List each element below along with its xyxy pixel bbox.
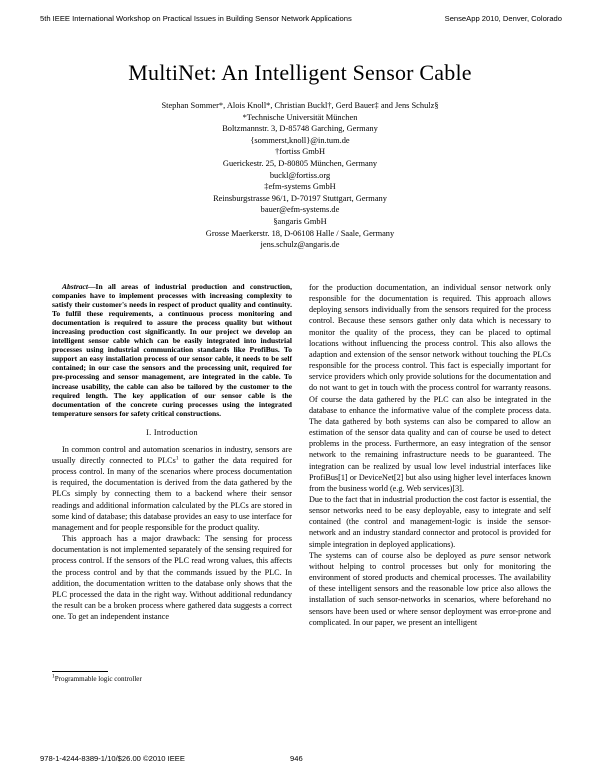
- emphasis-pure: pure: [480, 550, 496, 560]
- left-column: [52, 282, 292, 622]
- right-column: [309, 282, 551, 628]
- footnote-rule: [52, 671, 108, 672]
- abstract-text: —In all areas of industrial production and construction, companies have to implement processes with increasing complexity to satisfy their customer's needs in respect of product quality and continuity. To fulfil these requirements, a continuous process monitoring and documentation is required to assure the process quality but without increasing production cost significantly. In our project we develop an intelligent sensor cable which can be easily integrated into industrial processes using industrial communication standards like ProfiBus. To support an easy installation process of our sensor cable, it needs to be self contained; in our case the sensors and the processing unit, required for pre-processing and sensor management, are integrated in the cable. To increase usability, the cable can also be tailored by the customer to the required length. The key application of our sensor cable is the documentation of the concrete curing processes using the integrated temperature sensors for safety critical constructions.: [52, 282, 292, 418]
- right-paragraph-3: The systems can of course also be deployed as pure sensor network without helping to control processes but only for monitoring the environment of stored products and chemical processes. The availability of these intelligent sensors and the reasonable low price also allows the installation of such sensor-networks in scenarios, where beforehand no sensors have been used or where sensor deployment was error-prone and complicated. In our paper, we present an intelligent: [309, 550, 551, 627]
- abstract: [52, 282, 292, 418]
- author-names: Stephan Sommer*, Alois Knoll*, Christian Buckl†, Gerd Bauer‡ and Jens Schulz§: [161, 101, 439, 110]
- running-header-right: SenseApp 2010, Denver, Colorado: [444, 14, 562, 23]
- right-paragraph-2: Due to the fact that in industrial production the cost factor is essential, the sensor networks need to be easy deployable, easy to integrate and self contained (the control and management-logic is inside the sensor-network and an industry standard connector and protocol is provided for simple integration in deployed applications).: [309, 494, 551, 549]
- affiliation-line: buckl@fortiss.org: [269, 170, 331, 180]
- affiliation-line: jens.schulz@angaris.de: [260, 240, 340, 250]
- copyright-footer: 978-1-4244-8389-1/10/$26.00 ©2010 IEEE: [40, 754, 185, 763]
- affiliation-line: Reinsburgstrasse 96/1, D-70197 Stuttgart, Germany: [213, 193, 387, 203]
- author-block: [0, 100, 600, 251]
- right-paragraph-1: for the production documentation, an individual sensor network only responsible for the documentation is required. This approach allows deploying sensors individually from the sensors required for the process control. Because these sensors gather only data which is necessary to monitor the quality of the process, they can be placed to optimal locations without influencing the process control. This also allows the adaption and extension of the sensor network without touching the PLCs responsible for the process control. This fact is especially important for service providers which only provide solutions for the documentation and do not want to get in touch with the process control for warranty reasons. Of course the data gathered by the PLC can also be integrated in the database to enhance the informative value of the complete process data. The data gathered by both systems can also be compared to allow an estimation of the sensor data quality and can of course be used to detect problems in the process. Furthermore, an easy integration of the sensor network to the remaining infrastructure needs to be guaranteed. The integration can be realized by usual low level industrial interfaces like ProfiBus[1] or DeviceNet[2] but also using higher level interfaces known from the business world (e.g. Web services)[3].: [309, 283, 551, 493]
- paper-title: MultiNet: An Intelligent Sensor Cable: [128, 60, 472, 85]
- page-number: 946: [290, 754, 303, 763]
- footnote: [52, 675, 142, 683]
- affiliation-line: bauer@efm-systems.de: [260, 205, 340, 215]
- intro-paragraph-2: This approach has a major drawback: The sensing for process documentation is not implemented separately of the sensing required for process control. If the sensors of the PLC read wrong values, this affects the process control and by that the commands issued by the PLC. In addition, the documentation written to the database only shows that the PLC processed the data in the right way. Without additional redundancy the result can be a broken process where gathered data suggests a correct one. To get an independent instance: [52, 534, 292, 622]
- intro-paragraph-1: In common control and automation scenarios in industry, sensors are usually directly connected to PLCs$^1$ to gather the data required for process control. In many of the scenarios where process documentation is required, the documentation is derived from the data gathered by the PLCs simply by connecting them to a backend where their sensor readings and additional information calculated by the PLCs are stored in some kind of database; this database provides an easy to use interface for management and for people responsible for the product quality.: [52, 444, 292, 532]
- affiliation-line: *Technische Universität München: [242, 112, 358, 122]
- affiliation-line: {sommerst,knoll}@in.tum.de: [250, 135, 350, 145]
- section-heading: I. Introduction: [146, 427, 198, 437]
- affiliation-line: §angaris GmbH: [273, 216, 327, 226]
- affiliation-line: Grosse Maerkerstr. 18, D-06108 Halle / Saale, Germany: [205, 228, 395, 238]
- affiliation-line: Boltzmannstr. 3, D-85748 Garching, Germany: [222, 124, 378, 134]
- footnote-ref: 1: [175, 455, 179, 462]
- affiliation-line: ‡efm-systems GmbH: [264, 182, 336, 192]
- footnote-mark: 1: [52, 673, 55, 680]
- affiliation-line: Guerickestr. 25, D-80805 München, Germany: [222, 158, 378, 168]
- footnote-text: Programmable logic controller: [54, 675, 142, 683]
- abstract-label: Abstract: [62, 282, 88, 291]
- running-header-left: 5th IEEE International Workshop on Practical Issues in Building Sensor Network Applications: [40, 14, 352, 23]
- affiliation-line: †fortiss GmbH: [274, 147, 326, 157]
